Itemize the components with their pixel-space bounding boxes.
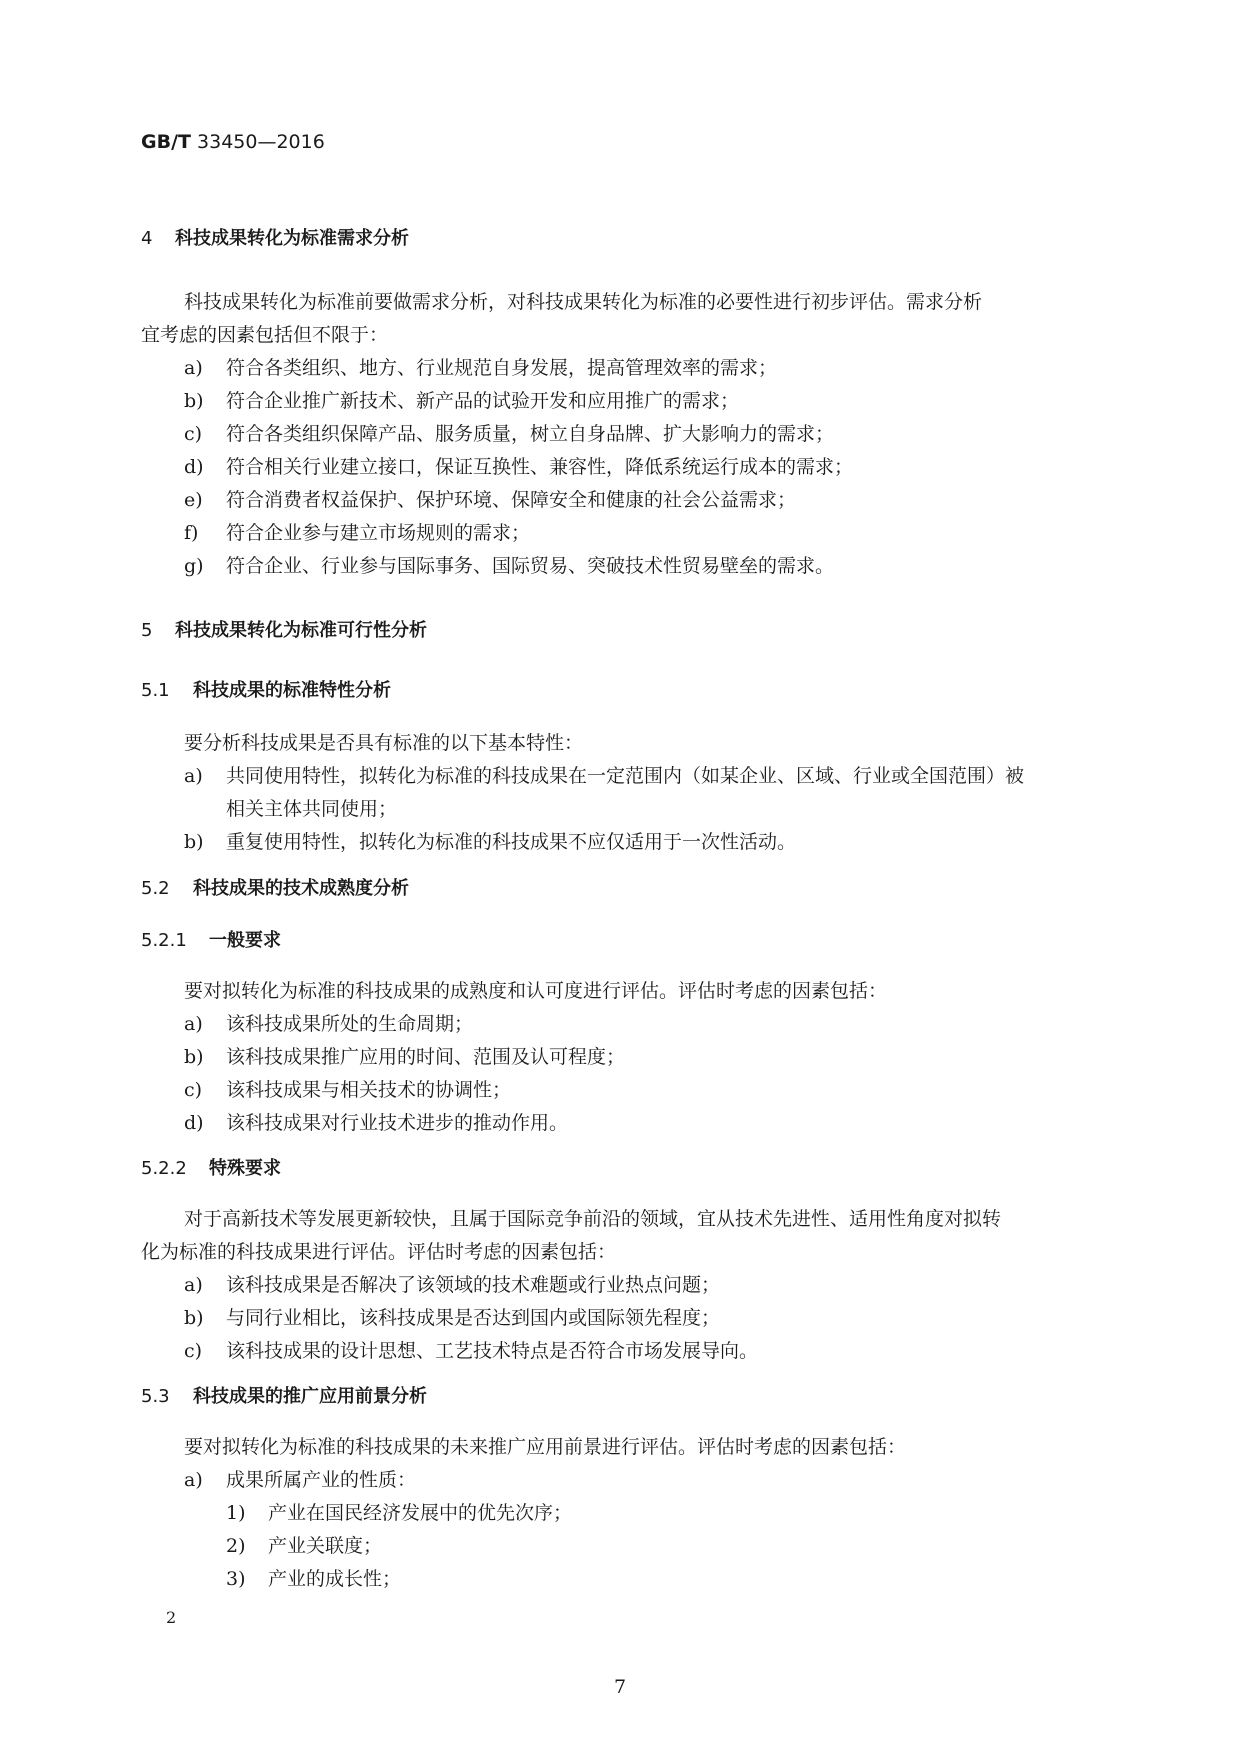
- section-number: 5.3: [141, 1386, 170, 1407]
- list-marker: a): [184, 1274, 203, 1296]
- list-marker: a): [184, 1469, 203, 1491]
- section-5-2-1-heading: [141, 926, 281, 952]
- list-text: 共同使用特性，拟转化为标准的科技成果在一定范围内（如某企业、区域、行业或全国范围）被: [226, 765, 1025, 787]
- list-marker: 2): [226, 1535, 246, 1557]
- list-text: 该科技成果对行业技术进步的推动作用。: [226, 1112, 569, 1134]
- list-text: 该科技成果是否解决了该领域的技术难题或行业热点问题；: [226, 1274, 721, 1296]
- paragraph-line: 对于高新技术等发展更新较快，且属于国际竞争前沿的领域，宜从技术先进性、适用性角度对拟转: [184, 1208, 1002, 1230]
- list-marker: 3): [226, 1568, 246, 1590]
- list-text: 符合消费者权益保护、保护环境、保障安全和健康的社会公益需求；: [226, 489, 797, 511]
- sub-list-item: [226, 1531, 382, 1558]
- list-item: [184, 419, 834, 446]
- section-5-1-heading: [141, 676, 391, 702]
- standard-code: 33450—2016: [197, 131, 325, 153]
- section-number: 5.2: [141, 878, 170, 899]
- list-text: 该科技成果的设计思想、工艺技术特点是否符合市场发展导向。: [226, 1340, 759, 1362]
- list-marker: g): [184, 555, 204, 577]
- list-text: 该科技成果所处的生命周期；: [226, 1013, 474, 1035]
- list-item: [184, 386, 739, 413]
- list-item: [184, 551, 834, 578]
- section-5-2-2-heading: [141, 1154, 281, 1180]
- list-marker: a): [184, 765, 203, 787]
- list-item: [184, 1303, 720, 1330]
- paragraph-line: 宜考虑的因素包括但不限于：: [141, 324, 389, 346]
- paragraph-line: 要分析科技成果是否具有标准的以下基本特性：: [184, 732, 584, 754]
- standard-number: [141, 131, 325, 153]
- section-title: 一般要求: [209, 930, 281, 951]
- list-item: [184, 1336, 758, 1363]
- list-item: [184, 1270, 720, 1297]
- section-4-heading: [141, 224, 409, 250]
- list-item: [184, 485, 796, 512]
- list-marker: d): [184, 456, 204, 478]
- section-title: 科技成果的推广应用前景分析: [193, 1386, 427, 1407]
- list-item: [184, 1042, 625, 1069]
- list-text: 产业关联度；: [268, 1535, 383, 1557]
- list-text: 产业在国民经济发展中的优先次序；: [268, 1502, 573, 1524]
- list-text: 符合相关行业建立接口，保证互换性、兼容性，降低系统运行成本的需求；: [226, 456, 854, 478]
- list-marker: a): [184, 1013, 203, 1035]
- list-item: [184, 1465, 416, 1492]
- paragraph-line: 科技成果转化为标准前要做需求分析，对科技成果转化为标准的必要性进行初步评估。需求分析: [184, 291, 983, 313]
- list-marker: b): [184, 1046, 204, 1068]
- list-item: [184, 1009, 473, 1036]
- section-title: 科技成果的技术成熟度分析: [193, 878, 409, 899]
- list-text: 符合企业推广新技术、新产品的试验开发和应用推广的需求；: [226, 390, 740, 412]
- list-marker: c): [184, 1079, 203, 1101]
- paragraph-line: 要对拟转化为标准的科技成果的成熟度和认可度进行评估。评估时考虑的因素包括：: [184, 980, 888, 1002]
- list-marker: 1): [226, 1502, 246, 1524]
- section-number: 5.2.2: [141, 1158, 187, 1179]
- list-marker: b): [184, 1307, 204, 1329]
- list-marker: b): [184, 831, 204, 853]
- list-text: 符合企业、行业参与国际事务、国际贸易、突破技术性贸易壁垒的需求。: [226, 555, 835, 577]
- list-text: 符合各类组织、地方、行业规范自身发展，提高管理效率的需求；: [226, 357, 778, 379]
- list-marker: a): [184, 357, 203, 379]
- list-item: [184, 761, 1024, 788]
- list-text: 符合各类组织保障产品、服务质量，树立自身品牌、扩大影响力的需求；: [226, 423, 835, 445]
- section-title: 科技成果转化为标准需求分析: [175, 228, 409, 249]
- list-item: [184, 827, 796, 854]
- list-marker: c): [184, 423, 203, 445]
- list-text: 该科技成果与相关技术的协调性；: [226, 1079, 512, 1101]
- section-number: 5: [141, 620, 153, 641]
- page-number: 7: [614, 1676, 627, 1698]
- section-5-heading: [141, 616, 427, 642]
- section-title: 特殊要求: [209, 1158, 281, 1179]
- section-5-2-heading: [141, 874, 409, 900]
- list-item-continuation: 相关主体共同使用；: [226, 798, 398, 820]
- standard-prefix: GB/T: [141, 131, 191, 153]
- list-marker: d): [184, 1112, 204, 1134]
- list-item: [184, 452, 853, 479]
- page-number-small: 2: [166, 1608, 177, 1627]
- list-text: 成果所属产业的性质：: [226, 1469, 417, 1491]
- list-item: [184, 1075, 511, 1102]
- list-marker: e): [184, 489, 203, 511]
- section-title: 科技成果的标准特性分析: [193, 680, 391, 701]
- paragraph-line: 要对拟转化为标准的科技成果的未来推广应用前景进行评估。评估时考虑的因素包括：: [184, 1436, 907, 1458]
- list-text: 重复使用特性，拟转化为标准的科技成果不应仅适用于一次性活动。: [226, 831, 797, 853]
- section-number: 5.1: [141, 680, 170, 701]
- list-text: 符合企业参与建立市场规则的需求；: [226, 522, 531, 544]
- list-marker: f): [184, 522, 199, 544]
- list-marker: c): [184, 1340, 203, 1362]
- section-number: 5.2.1: [141, 930, 187, 951]
- list-text: 与同行业相比，该科技成果是否达到国内或国际领先程度；: [226, 1307, 721, 1329]
- sub-list-item: [226, 1498, 572, 1525]
- section-number: 4: [141, 228, 153, 249]
- list-marker: b): [184, 390, 204, 412]
- list-item: [184, 1108, 568, 1135]
- sub-list-item: [226, 1564, 401, 1591]
- section-5-3-heading: [141, 1382, 427, 1408]
- list-item: [184, 353, 777, 380]
- list-text: 该科技成果推广应用的时间、范围及认可程度；: [226, 1046, 626, 1068]
- paragraph-line: 化为标准的科技成果进行评估。评估时考虑的因素包括：: [141, 1241, 617, 1263]
- list-item: [184, 518, 530, 545]
- section-title: 科技成果转化为标准可行性分析: [175, 620, 427, 641]
- list-text: 产业的成长性；: [268, 1568, 402, 1590]
